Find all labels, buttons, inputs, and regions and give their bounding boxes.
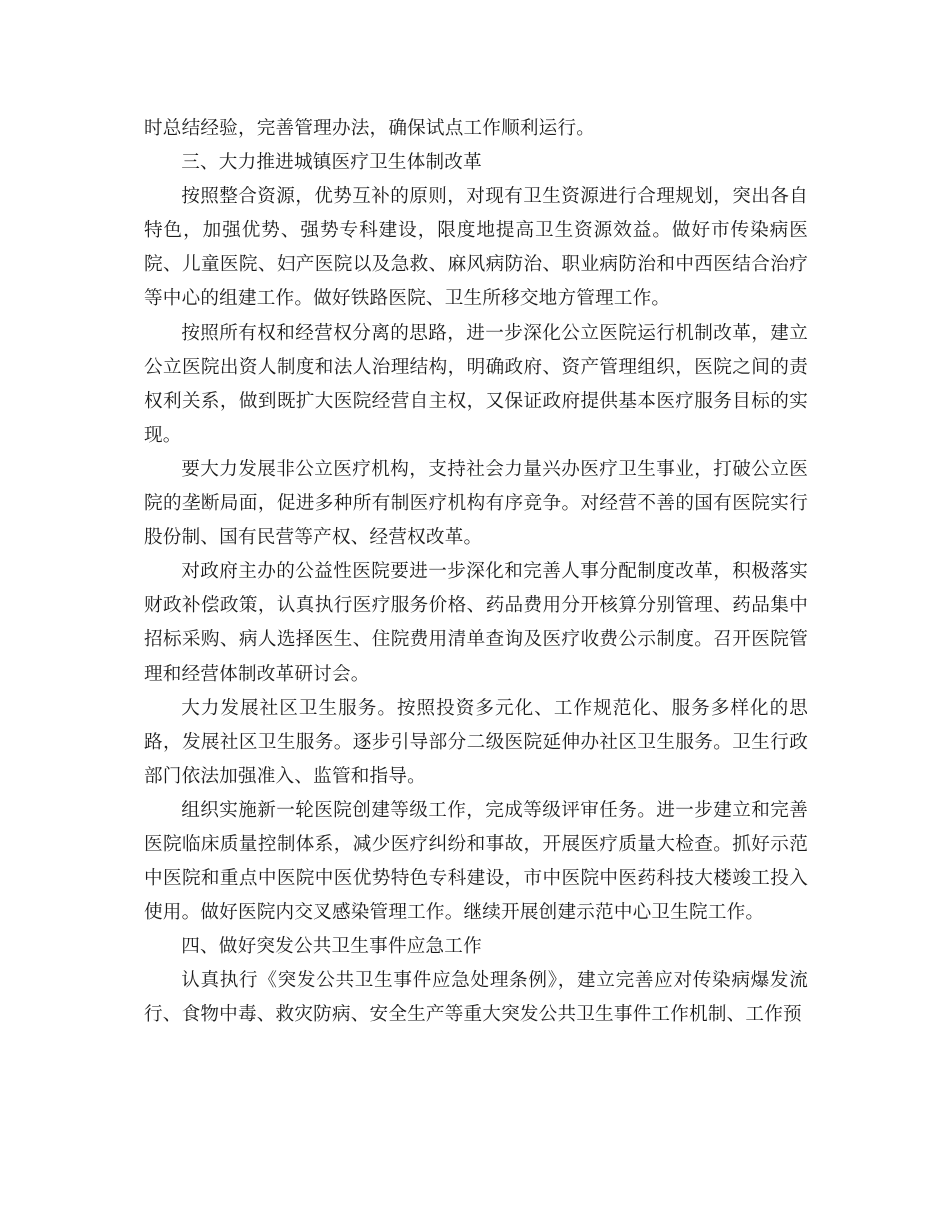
paragraph: 大力发展社区卫生服务。按照投资多元化、工作规范化、服务多样化的思路，发展社区卫生服务。逐步引导部分二级医院延伸办社区卫生服务。卫生行政部门依法加强准入、监管和指导。 xyxy=(144,697,808,787)
paragraph: 按照所有权和经营权分离的思路，进一步深化公立医院运行机制改革，建立公立医院出资人制度和法人治理结构，明确政府、资产管理组织，医院之间的责权利关系，做到既扩大医院经营自主权，又保证政府提供基本医疗服务目标的实现。 xyxy=(144,322,808,446)
paragraph: 组织实施新一轮医院创建等级工作，完成等级评审任务。进一步建立和完善医院临床质量控制体系，减少医疗纠纷和事故，开展医疗质量大检查。抓好示范中医院和重点中医院中医优势特色专科建设，市中医院中医药科技大楼竣工投入使用。做好医院内交叉感染管理工作。继续开展创建示范中心卫生院工作。 xyxy=(144,799,808,924)
paragraph: 认真执行《突发公共卫生事件应急处理条例》，建立完善应对传染病爆发流行、食物中毒、救灾防病、安全生产等重大突发公共卫生事件工作机制、工作预 xyxy=(144,970,808,1026)
section-heading-4: 四、做好突发公共卫生事件应急工作 xyxy=(181,936,482,958)
paragraph: 按照整合资源，优势互补的原则，对现有卫生资源进行合理规划，突出各自特色，加强优势、强势专科建设，限度地提高卫生资源效益。做好市传染病医院、儿童医院、妇产医院以及急救、麻风病防治、职业病防治和中西医结合治疗等中心的组建工作。做好铁路医院、卫生所移交地方管理工作。 xyxy=(144,186,808,310)
paragraph: 对政府主办的公益性医院要进一步深化和完善人事分配制度改革，积极落实财政补偿政策，认真执行医疗服务价格、药品费用分开核算分别管理、药品集中招标采购、病人选择医生、住院费用清单查询及医疗收费公示制度。召开医院管理和经营体制改革研讨会。 xyxy=(144,561,808,685)
paragraph: 要大力发展非公立医疗机构，支持社会力量兴办医疗卫生事业，打破公立医院的垄断局面，促进多种所有制医疗机构有序竞争。对经营不善的国有医院实行股份制、国有民营等产权、经营权改革。 xyxy=(144,458,808,549)
section-heading-3: 三、大力推进城镇医疗卫生体制改革 xyxy=(181,152,482,174)
paragraph-continuation: 时总结经验，完善管理办法，确保试点工作顺利运行。 xyxy=(144,118,596,139)
document-body xyxy=(144,112,808,1033)
